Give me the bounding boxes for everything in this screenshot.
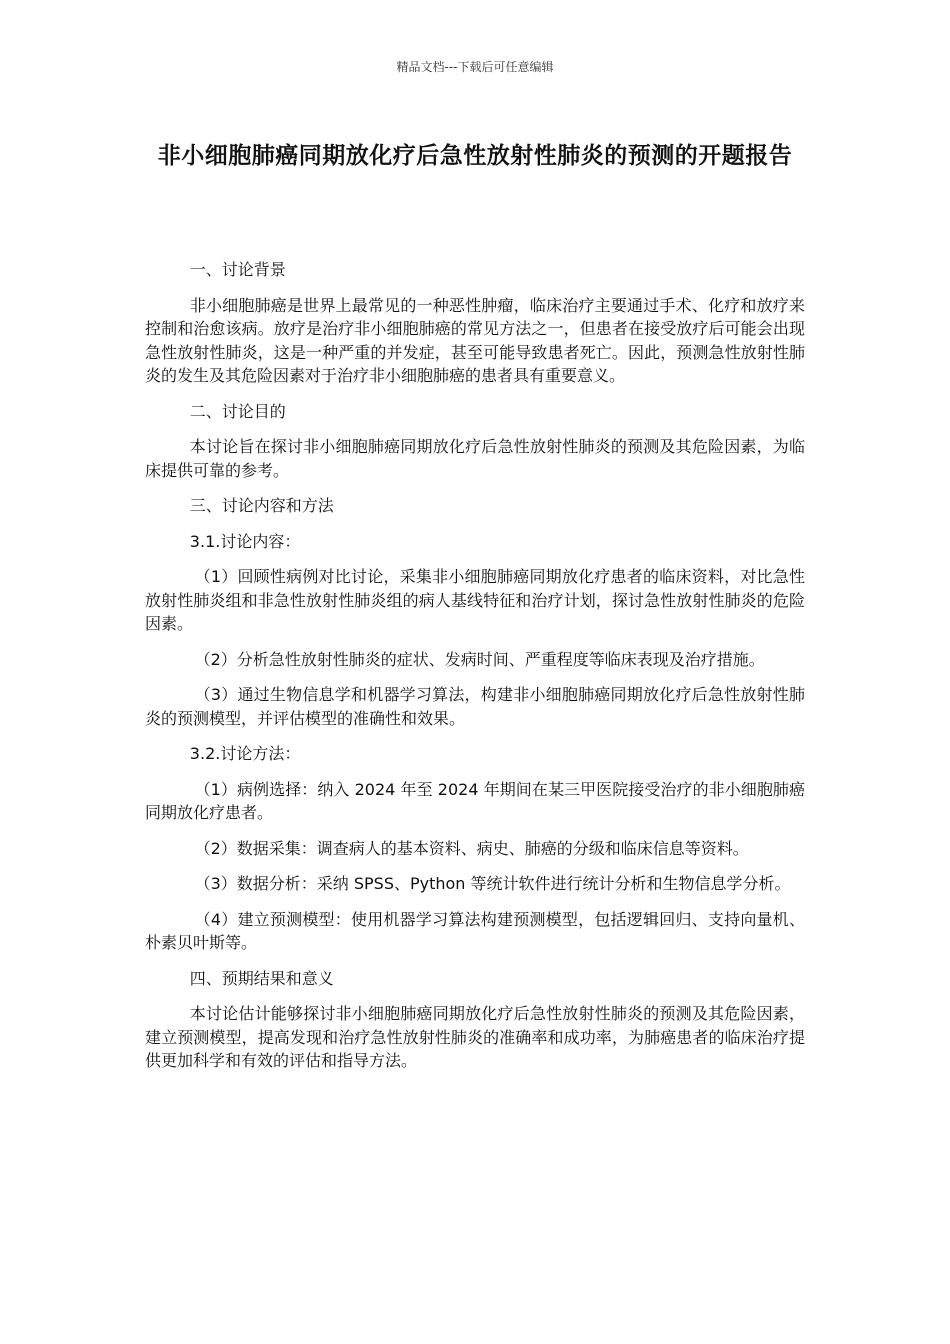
list-item: （2）分析急性放射性肺炎的症状、发病时间、严重程度等临床表现及治疗措施。 [194, 649, 765, 669]
paragraph-expected-results: 本讨论估计能够探讨非小细胞肺癌同期放化疗后急性放射性肺炎的预测及其危险因素，建立预测模型，提高发现和治疗急性放射性肺炎的准确率和成功率，为肺癌患者的临床治疗提供更加科学和有效的评估和指导方法。 [145, 1004, 805, 1070]
paragraph-purpose: 本讨论旨在探讨非小细胞肺癌同期放化疗后急性放射性肺炎的预测及其危险因素，为临床提供可靠的参考。 [145, 437, 805, 480]
document-body [145, 258, 805, 1085]
list-item: （1）回顾性病例对比讨论，采集非小细胞肺癌同期放化疗患者的临床资料，对比急性放射性肺炎组和非急性放射性肺炎组的病人基线特征和治疗计划，探讨急性放射性肺炎的危险因素。 [145, 567, 805, 633]
section-heading-background: 一、讨论背景 [189, 260, 286, 279]
paragraph-background: 非小细胞肺癌是世界上最常见的一种恶性肿瘤，临床治疗主要通过手术、化疗和放疗来控制和治愈该病。放疗是治疗非小细胞肺癌的常见方法之一，但患者在接受放疗后可能会出现急性放射性肺炎，这是一种严重的并发症，甚至可能导致患者死亡。因此，预测急性放射性肺炎的发生及其危险因素对于治疗非小细胞肺癌的患者具有重要意义。 [145, 295, 805, 385]
list-item: （1）病例选择：纳入 2024 年至 2024 年期间在某三甲医院接受治疗的非小细胞肺癌同期放化疗患者。 [145, 779, 805, 822]
section-heading-expected-results: 四、预期结果和意义 [189, 968, 334, 988]
header-note: 精品文档---下载后可任意编辑 [396, 60, 554, 74]
subheading-content: 3.1.讨论内容： [189, 531, 301, 551]
list-item: （4）建立预测模型：使用机器学习算法构建预测模型，包括逻辑回归、支持向量机、朴素贝叶斯等。 [145, 909, 805, 952]
list-item: （3）通过生物信息学和机器学习算法，构建非小细胞肺癌同期放化疗后急性放射性肺炎的预测模型，并评估模型的准确性和效果。 [145, 685, 805, 728]
section-heading-content-methods: 三、讨论内容和方法 [189, 496, 334, 515]
list-item: （2）数据采集：调查病人的基本资料、病史、肺癌的分级和临床信息等资料。 [194, 838, 749, 858]
section-heading-purpose: 二、讨论目的 [189, 401, 286, 421]
subheading-methods: 3.2.讨论方法： [189, 744, 301, 763]
document-title: 非小细胞肺癌同期放化疗后急性放射性肺炎的预测的开题报告 [157, 143, 793, 169]
list-item: （3）数据分析：采纳 SPSS、Python 等统计软件进行统计分析和生物信息学分析。 [194, 874, 791, 893]
